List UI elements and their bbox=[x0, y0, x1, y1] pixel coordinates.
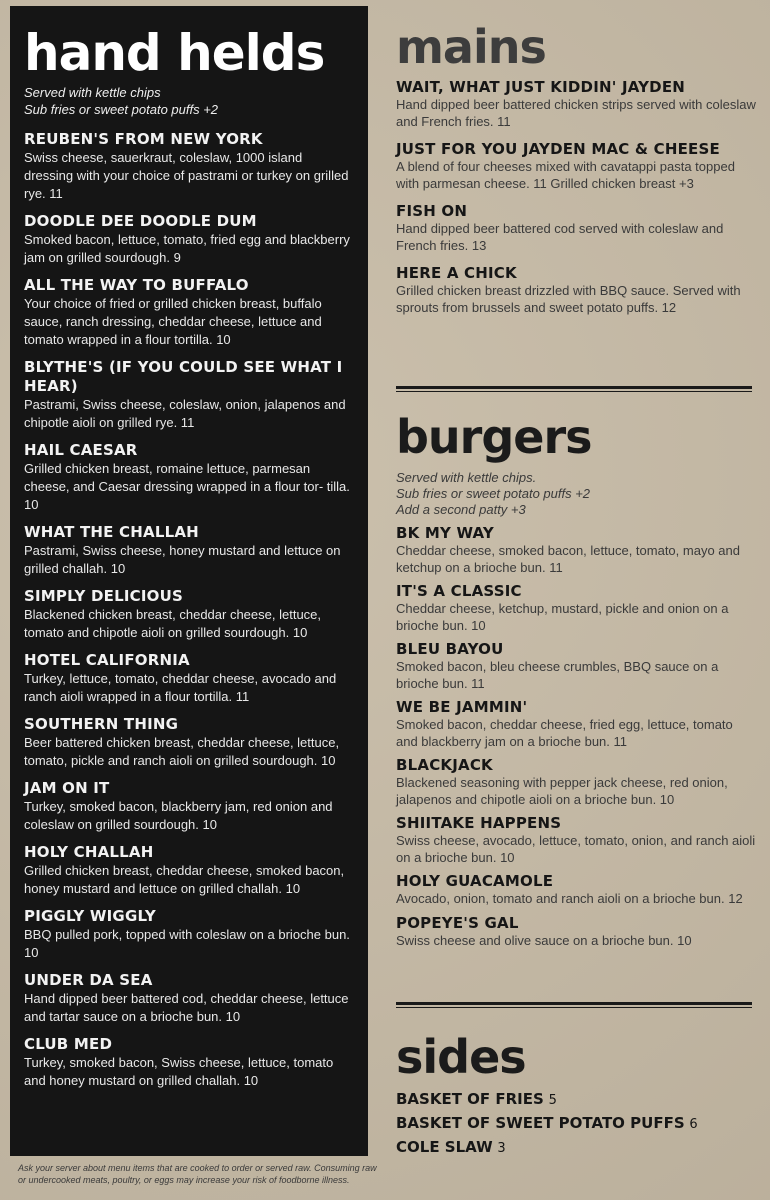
menu-item-name: POPEYE'S GAL bbox=[396, 913, 519, 932]
menu-item bbox=[24, 779, 354, 834]
menu-item bbox=[396, 872, 756, 908]
menu-item-name: BK MY WAY bbox=[396, 524, 494, 542]
menu-item-name: JUST FOR YOU JAYDEN MAC & CHEESE bbox=[396, 140, 720, 158]
burgers-note-line: Served with kettle chips. bbox=[396, 470, 537, 485]
menu-item-name: BLEU BAYOU bbox=[396, 640, 504, 658]
burgers-title: burgers bbox=[396, 410, 592, 464]
hand-helds-note bbox=[24, 84, 354, 118]
hand-helds-note-line: Sub fries or sweet potato puffs +2 bbox=[24, 102, 219, 117]
menu-item bbox=[24, 715, 354, 770]
menu-item-desc: Hand dipped beer battered cod, cheddar cheese, lettuce and tartar sauce on a brioche bun. 10 bbox=[24, 991, 349, 1024]
menu-item-desc: Pastrami, Swiss cheese, coleslaw, onion, jalapenos and chipotle aioli on grilled rye. 11 bbox=[24, 397, 346, 430]
menu-item-name: HAIL CAESAR bbox=[24, 441, 138, 459]
menu-item-desc: A blend of four cheeses mixed with cavatappi pasta topped with parmesan cheese. 11 Grilled chicken breast +3 bbox=[396, 159, 735, 191]
menu-item-desc: Your choice of fried or grilled chicken breast, buffalo sauce, ranch dressing, cheddar cheese, lettuce and tomato wrapped in a flour tortilla. 10 bbox=[24, 296, 322, 347]
menu-item bbox=[24, 276, 354, 349]
side-item-name: BASKET OF FRIES bbox=[396, 1090, 544, 1108]
menu-item bbox=[24, 523, 354, 578]
hand-helds-note-line: Served with kettle chips bbox=[24, 85, 161, 100]
menu-item-name: REUBEN'S FROM NEW YORK bbox=[24, 130, 263, 148]
menu-item-desc: Turkey, smoked bacon, Swiss cheese, lettuce, tomato and honey mustard on grilled challah. 10 bbox=[24, 1055, 334, 1088]
section-divider bbox=[396, 386, 752, 392]
menu-item bbox=[24, 441, 354, 514]
section-divider bbox=[396, 1002, 752, 1008]
side-item-name: BASKET OF SWEET POTATO PUFFS bbox=[396, 1114, 685, 1132]
menu-item-desc: Turkey, lettuce, tomato, cheddar cheese, avocado and ranch aioli wrapped in a flour tortilla. 11 bbox=[24, 671, 337, 704]
menu-item-name: WAIT, WHAT JUST KIDDIN' JAYDEN bbox=[396, 78, 686, 96]
menu-item-desc: Hand dipped beer battered chicken strips served with coleslaw and French fries. 11 bbox=[396, 97, 756, 129]
menu-item-name: CLUB MED bbox=[24, 1035, 113, 1053]
menu-item-name: JAM ON IT bbox=[24, 779, 110, 797]
menu-item-name: DOODLE DEE DOODLE DUM bbox=[24, 212, 257, 230]
menu-item-desc: Cheddar cheese, ketchup, mustard, pickle and onion on a brioche bun. 10 bbox=[396, 601, 729, 633]
menu-item-name: HOLY GUACAMOLE bbox=[396, 872, 554, 890]
menu-item-desc: Grilled chicken breast drizzled with BBQ sauce. Served with sprouts from brussels and sweet potato puffs. 12 bbox=[396, 283, 741, 315]
menu-item bbox=[24, 130, 354, 203]
burgers-note-line: Add a second patty +3 bbox=[396, 502, 526, 517]
menu-item bbox=[396, 524, 756, 576]
hand-helds-panel bbox=[10, 6, 368, 1156]
mains-title: mains bbox=[396, 20, 546, 74]
menu-item bbox=[396, 756, 756, 808]
menu-item-name: UNDER DA SEA bbox=[24, 971, 153, 989]
burgers-note bbox=[396, 470, 756, 518]
menu-item-name: HOLY CHALLAH bbox=[24, 843, 154, 861]
menu-item bbox=[396, 78, 756, 130]
side-item-name: COLE SLAW bbox=[396, 1138, 493, 1156]
menu-item-desc: Swiss cheese and olive sauce on a brioche bun. 10 bbox=[396, 932, 692, 948]
menu-item bbox=[24, 587, 354, 642]
menu-item bbox=[396, 640, 756, 692]
menu-item-desc: Swiss cheese, avocado, lettuce, tomato, onion, and ranch aioli on a brioche bun. 10 bbox=[396, 833, 756, 865]
menu-item-desc: Turkey, smoked bacon, blackberry jam, red onion and coleslaw on grilled sourdough. 10 bbox=[24, 799, 333, 832]
menu-item-name: WE BE JAMMIN' bbox=[396, 698, 528, 716]
side-item bbox=[396, 1136, 756, 1160]
menu-item-desc: Grilled chicken breast, romaine lettuce, parmesan cheese, and Caesar dressing wrapped in a flour tor- tilla. 10 bbox=[24, 461, 350, 512]
menu-item bbox=[396, 202, 756, 254]
sides-section bbox=[396, 1030, 756, 1160]
side-item bbox=[396, 1112, 756, 1136]
food-safety-disclaimer: Ask your server about menu items that are cooked to order or served raw. Consuming raw or undercooked meats, poultry, or eggs may increase your risk of foodborne illness. bbox=[18, 1163, 377, 1185]
side-item-price: 6 bbox=[689, 1117, 698, 1132]
menu-item-desc: Cheddar cheese, smoked bacon, lettuce, tomato, mayo and ketchup on a brioche bun. 11 bbox=[396, 543, 740, 575]
menu-item bbox=[396, 140, 756, 192]
menu-item-desc: Grilled chicken breast, cheddar cheese, smoked bacon, honey mustard and lettuce on grilled challah. 10 bbox=[24, 863, 345, 896]
hand-helds-title: hand helds bbox=[24, 24, 325, 82]
side-item-price: 3 bbox=[497, 1141, 506, 1156]
menu-item bbox=[24, 907, 354, 962]
side-item-price: 5 bbox=[548, 1093, 557, 1108]
menu-item-name: SIMPLY DELICIOUS bbox=[24, 587, 183, 605]
menu-item bbox=[24, 1035, 354, 1090]
menu-item-desc: BBQ pulled pork, topped with coleslaw on a brioche bun. 10 bbox=[24, 927, 350, 960]
menu-item-name: IT'S A CLASSIC bbox=[396, 582, 522, 600]
menu-item-desc: Beer battered chicken breast, cheddar cheese, lettuce, tomato, pickle and ranch aioli on grilled sourdough. 10 bbox=[24, 735, 340, 768]
menu-item-name: WHAT THE CHALLAH bbox=[24, 523, 199, 541]
menu-item-name: BLACKJACK bbox=[396, 756, 493, 774]
menu-item-desc: Smoked bacon, cheddar cheese, fried egg, lettuce, tomato and blackberry jam on a brioche bun. 11 bbox=[396, 717, 733, 749]
menu-item bbox=[24, 358, 354, 432]
menu-item bbox=[24, 651, 354, 706]
menu-item-name: FISH ON bbox=[396, 202, 468, 220]
burgers-section bbox=[396, 410, 756, 955]
menu-item-name: HERE A CHICK bbox=[396, 264, 517, 282]
menu-item bbox=[396, 914, 756, 950]
menu-item-name: SHIITAKE HAPPENS bbox=[396, 814, 562, 832]
menu-item-name: ALL THE WAY TO BUFFALO bbox=[24, 276, 249, 294]
menu-item-desc: Blackened chicken breast, cheddar cheese, lettuce, tomato and chipotle aioli on grilled sourdough. 10 bbox=[24, 607, 322, 640]
menu-item-desc: Blackened seasoning with pepper jack cheese, red onion, jalapenos and chipotle aioli on a brioche bun. 10 bbox=[396, 775, 728, 807]
menu-item bbox=[396, 264, 756, 316]
menu-item-desc: Smoked bacon, bleu cheese crumbles, BBQ sauce on a brioche bun. 11 bbox=[396, 659, 719, 691]
side-item bbox=[396, 1088, 756, 1112]
menu-item bbox=[396, 698, 756, 750]
menu-item-desc: Hand dipped beer battered cod served with coleslaw and French fries. 13 bbox=[396, 221, 724, 253]
menu-item bbox=[24, 212, 354, 267]
menu-item-desc: Pastrami, Swiss cheese, honey mustard and lettuce on grilled challah. 10 bbox=[24, 543, 341, 576]
menu-item-name: HOTEL CALIFORNIA bbox=[24, 651, 190, 669]
menu-item bbox=[24, 843, 354, 898]
mains-section bbox=[396, 20, 756, 326]
menu-item-desc: Avocado, onion, tomato and ranch aioli on a brioche bun. 12 bbox=[396, 891, 743, 906]
menu-item-name: PIGGLY WIGGLY bbox=[24, 907, 156, 925]
menu-item-name: SOUTHERN THING bbox=[24, 715, 179, 733]
menu-item bbox=[24, 971, 354, 1026]
menu-item-desc: Swiss cheese, sauerkraut, coleslaw, 1000 island dressing with your choice of pastrami or turkey on grilled rye. 11 bbox=[24, 150, 349, 201]
burgers-note-line: Sub fries or sweet potato puffs +2 bbox=[396, 486, 591, 501]
menu-item-desc: Smoked bacon, lettuce, tomato, fried egg and blackberry jam on grilled sourdough. 9 bbox=[24, 232, 350, 265]
menu-item bbox=[396, 814, 756, 866]
sides-title: sides bbox=[396, 1030, 526, 1084]
menu-item bbox=[396, 582, 756, 634]
menu-item-name: BLYTHE'S (IF YOU COULD SEE WHAT I HEAR) bbox=[24, 358, 343, 395]
